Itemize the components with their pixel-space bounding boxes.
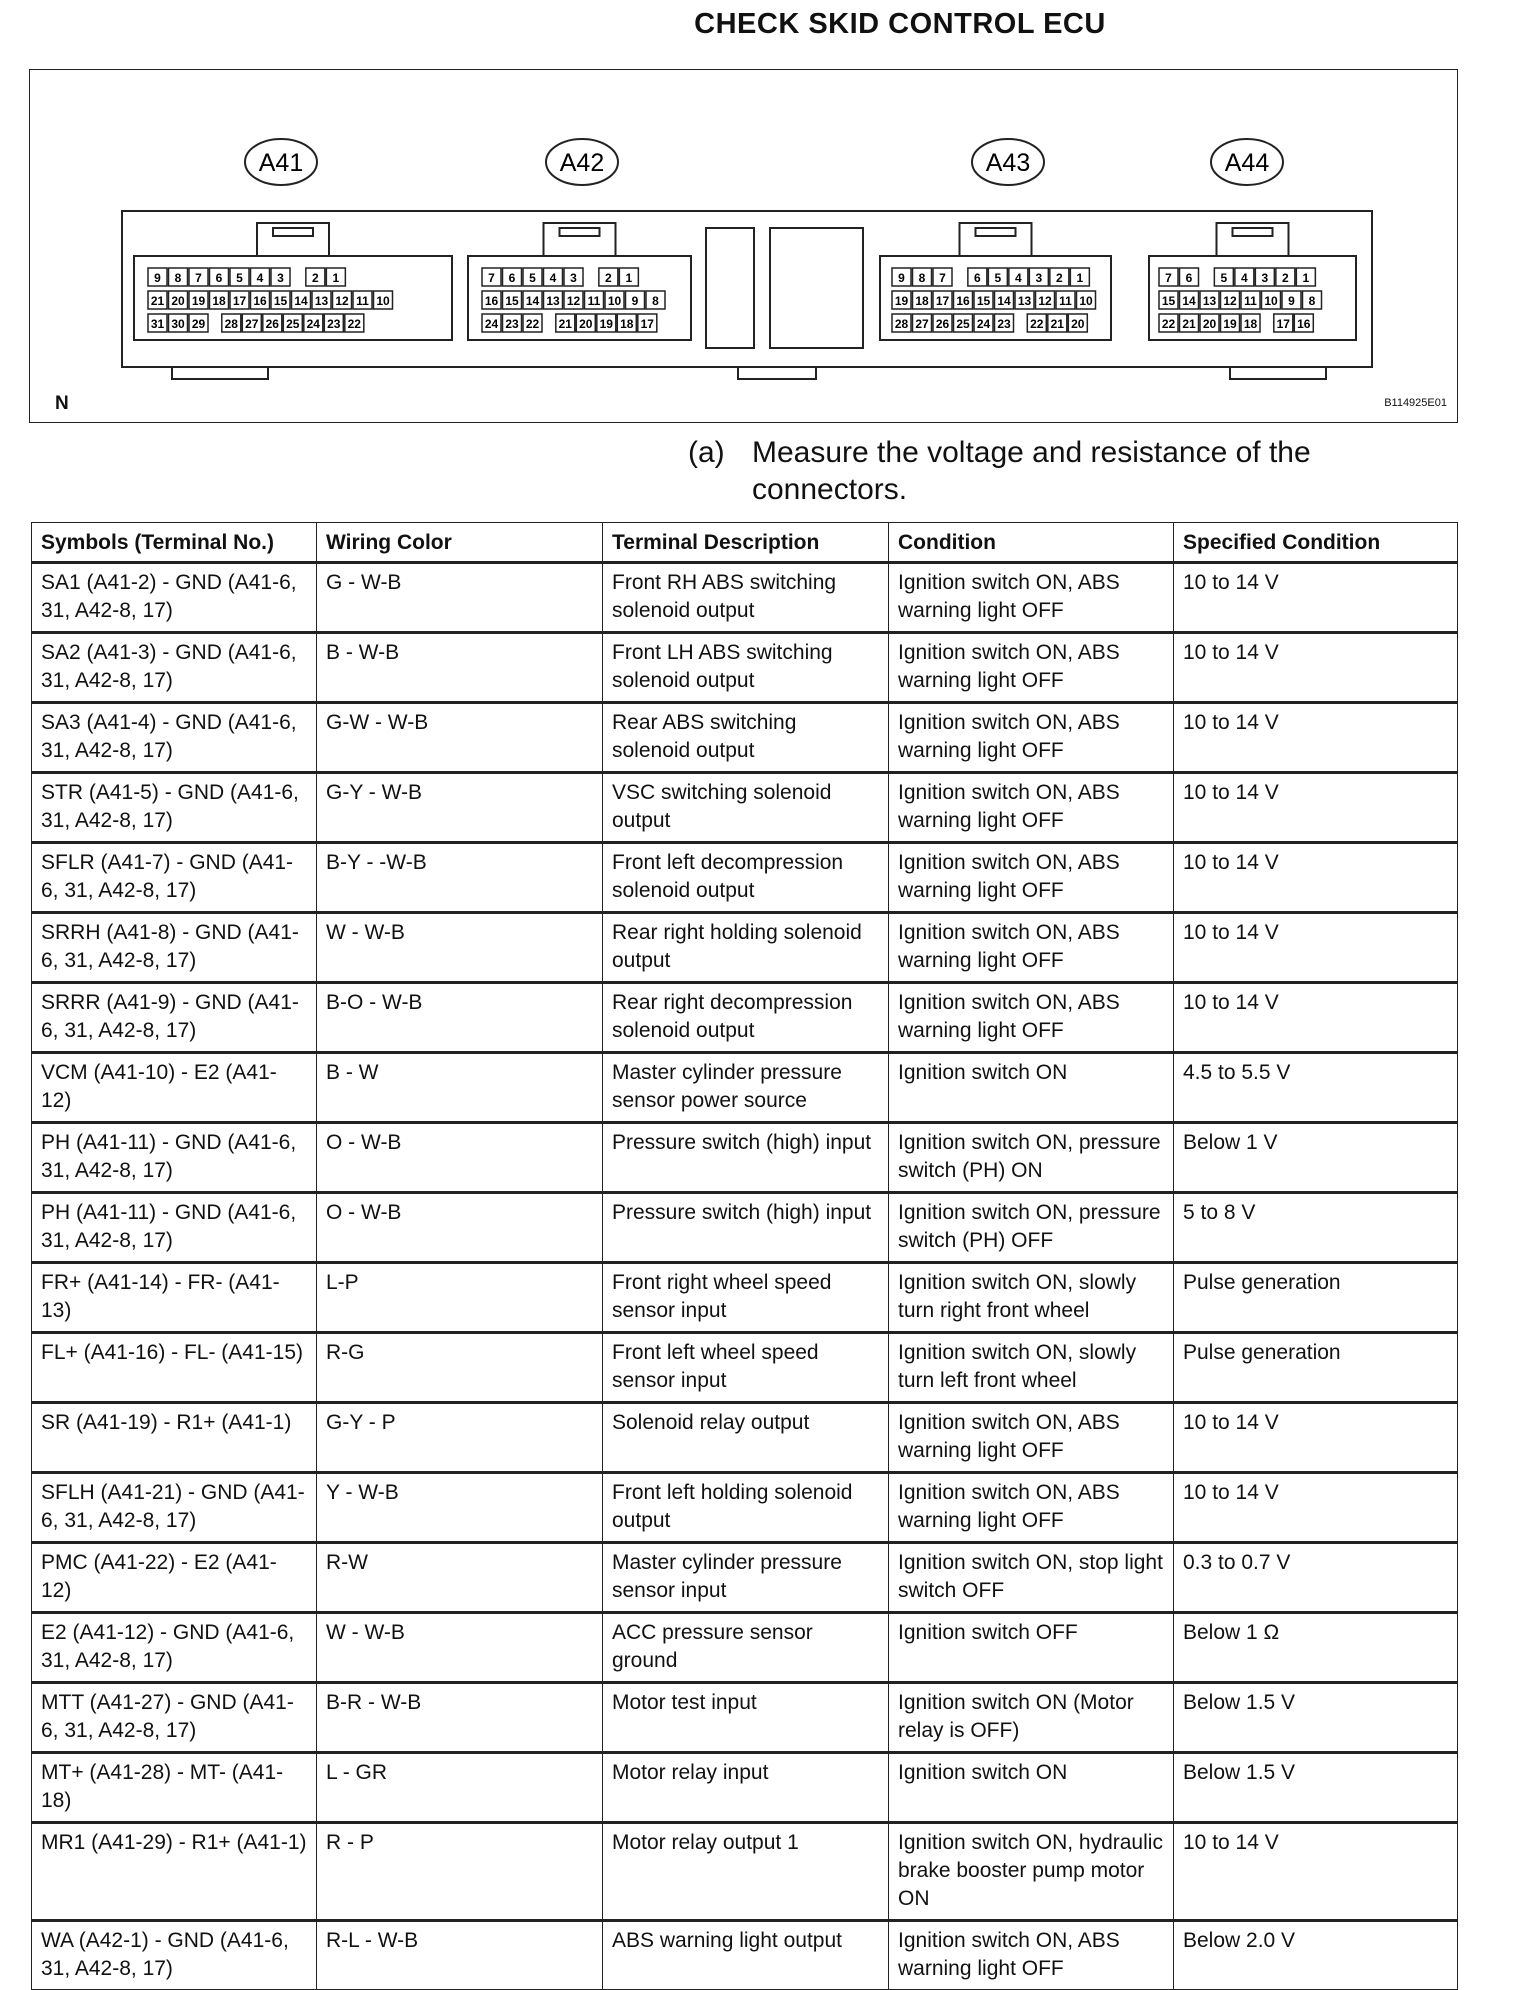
pin-number: 10 [607, 294, 622, 308]
cell-specified-condition: Below 2.0 V [1174, 1921, 1458, 1990]
pin-number: 6 [974, 271, 981, 285]
pin-number: 16 [956, 294, 970, 308]
cell-specified-condition: 10 to 14 V [1174, 563, 1458, 633]
pin-number: 3 [570, 271, 577, 285]
terminal-table [31, 522, 1458, 1990]
pin-number: 3 [277, 271, 284, 285]
pin-number: 2 [1056, 271, 1063, 285]
cell-wiring-color: O - W-B [317, 1193, 603, 1263]
table-row [32, 1543, 1458, 1613]
table-row [32, 633, 1458, 703]
cell-condition: Ignition switch ON, hydraulic brake booster pump motor ON [889, 1823, 1174, 1921]
pin-number: 18 [620, 317, 634, 331]
cell-terminal-description: Front left holding solenoid output [603, 1473, 889, 1543]
table-row [32, 1123, 1458, 1193]
connector-latch-slot [560, 228, 600, 236]
cell-wiring-color: B-Y - -W-B [317, 843, 603, 913]
cell-wiring-color: R-G [317, 1333, 603, 1403]
pin-number: 28 [894, 317, 909, 331]
connector-label: A43 [985, 149, 1031, 177]
pin-number: 3 [1261, 271, 1269, 285]
table-row [32, 1921, 1458, 1990]
cell-wiring-color: L-P [317, 1263, 603, 1333]
connector-latch-slot [1233, 228, 1273, 236]
cell-terminal-description: Pressure switch (high) input [603, 1193, 889, 1263]
cell-specified-condition: 10 to 14 V [1174, 773, 1458, 843]
cell-specified-condition: 10 to 14 V [1174, 983, 1458, 1053]
pin-number: 17 [935, 294, 950, 308]
cell-symbols: PH (A41-11) - GND (A41-6, 31, A42-8, 17) [32, 1123, 317, 1193]
housing-tab [1230, 367, 1326, 379]
pin-number: 4 [1241, 271, 1248, 285]
cell-specified-condition: 10 to 14 V [1174, 633, 1458, 703]
housing-tab [172, 367, 268, 379]
pin-number: 1 [332, 271, 340, 285]
pin-number: 13 [1017, 294, 1032, 308]
header-wiring-color: Wiring Color [317, 523, 603, 563]
pin-number: 2 [605, 271, 612, 285]
pin-number: 15 [273, 294, 288, 308]
cell-terminal-description: Front left wheel speed sensor input [603, 1333, 889, 1403]
cell-wiring-color: B-R - W-B [317, 1683, 603, 1753]
cell-symbols: SFLR (A41-7) - GND (A41-6, 31, A42-8, 17) [32, 843, 317, 913]
cell-condition: Ignition switch ON, slowly turn left front wheel [889, 1333, 1174, 1403]
cell-symbols: SA3 (A41-4) - GND (A41-6, 31, A42-8, 17) [32, 703, 317, 773]
pin-number: 21 [1050, 317, 1064, 331]
pin-number: 12 [1223, 294, 1237, 308]
table-row [32, 913, 1458, 983]
pin-number: 13 [546, 294, 560, 308]
cell-condition: Ignition switch ON, ABS warning light OFF [889, 633, 1174, 703]
pin-number: 19 [1223, 317, 1237, 331]
table-row [32, 1403, 1458, 1473]
cell-condition: Ignition switch ON, pressure switch (PH) ON [889, 1123, 1174, 1193]
pin-number: 14 [1182, 294, 1196, 308]
pin-number: 5 [994, 271, 1002, 285]
cell-wiring-color: W - W-B [317, 913, 603, 983]
pin-number: 7 [195, 271, 202, 285]
pin-number: 16 [253, 294, 267, 308]
cell-wiring-color: O - W-B [317, 1123, 603, 1193]
pin-number: 17 [640, 317, 654, 331]
cell-wiring-color: L - GR [317, 1753, 603, 1823]
cell-symbols: VCM (A41-10) - E2 (A41-12) [32, 1053, 317, 1123]
pin-number: 11 [356, 294, 369, 308]
cell-terminal-description: Master cylinder pressure sensor power source [603, 1053, 889, 1123]
cell-terminal-description: Rear right decompression solenoid output [603, 983, 889, 1053]
cell-condition: Ignition switch ON, ABS warning light OFF [889, 1473, 1174, 1543]
pin-number: 20 [1202, 317, 1217, 331]
cell-condition: Ignition switch OFF [889, 1613, 1174, 1683]
blank-block [770, 228, 863, 348]
cell-condition: Ignition switch ON, ABS warning light OFF [889, 1921, 1174, 1990]
cell-specified-condition: 10 to 14 V [1174, 703, 1458, 773]
cell-symbols: SA2 (A41-3) - GND (A41-6, 31, A42-8, 17) [32, 633, 317, 703]
cell-symbols: MR1 (A41-29) - R1+ (A41-1) [32, 1823, 317, 1921]
pin-number: 23 [327, 317, 341, 331]
header-specified-condition: Specified Condition [1174, 523, 1458, 563]
cell-symbols: SR (A41-19) - R1+ (A41-1) [32, 1403, 317, 1473]
pin-number: 6 [215, 271, 223, 285]
pin-number: 18 [1243, 317, 1258, 331]
pin-number: 2 [312, 271, 319, 285]
instruction-label: (a) [688, 436, 725, 469]
cell-terminal-description: Rear right holding solenoid output [603, 913, 889, 983]
cell-condition: Ignition switch ON, ABS warning light OFF [889, 983, 1174, 1053]
pin-number: 22 [525, 317, 540, 331]
pin-number: 17 [232, 294, 247, 308]
pin-number: 12 [566, 294, 581, 308]
pin-number: 1 [1076, 271, 1084, 285]
pin-number: 14 [525, 294, 540, 308]
cell-condition: Ignition switch ON, ABS warning light OFF [889, 773, 1174, 843]
pin-number: 18 [212, 294, 226, 308]
pin-number: 26 [935, 317, 950, 331]
pin-number: 19 [894, 294, 909, 308]
cell-condition: Ignition switch ON, pressure switch (PH) OFF [889, 1193, 1174, 1263]
pin-number: 22 [1161, 317, 1176, 331]
cell-terminal-description: Solenoid relay output [603, 1403, 889, 1473]
table-row [32, 773, 1458, 843]
pin-number: 23 [505, 317, 519, 331]
cell-specified-condition: 0.3 to 0.7 V [1174, 1543, 1458, 1613]
cell-symbols: FR+ (A41-14) - FR- (A41-13) [32, 1263, 317, 1333]
pin-number: 12 [1038, 294, 1052, 308]
cell-symbols: MTT (A41-27) - GND (A41-6, 31, A42-8, 17) [32, 1683, 317, 1753]
pin-number: 22 [1030, 317, 1044, 331]
cell-specified-condition: Pulse generation [1174, 1263, 1458, 1333]
cell-wiring-color: G - W-B [317, 563, 603, 633]
pin-number: 5 [529, 271, 536, 285]
pin-number: 4 [256, 271, 264, 285]
pin-number: 9 [1288, 294, 1295, 308]
pin-number: 20 [1071, 317, 1085, 331]
pin-number: 1 [625, 271, 633, 285]
view-label: N [55, 393, 69, 414]
cell-symbols: SFLH (A41-21) - GND (A41-6, 31, A42-8, 17) [32, 1473, 317, 1543]
cell-terminal-description: ACC pressure sensor ground [603, 1613, 889, 1683]
pin-number: 7 [1165, 271, 1172, 285]
pin-number: 27 [245, 317, 259, 331]
pin-number: 23 [997, 317, 1011, 331]
cell-specified-condition: 10 to 14 V [1174, 1403, 1458, 1473]
pin-number: 10 [1264, 294, 1278, 308]
table-row [32, 1263, 1458, 1333]
pin-number: 7 [488, 271, 495, 285]
pin-number: 9 [898, 271, 905, 285]
pin-number: 25 [286, 317, 300, 331]
pin-number: 25 [956, 317, 970, 331]
pin-number: 31 [150, 317, 165, 331]
cell-specified-condition: 10 to 14 V [1174, 913, 1458, 983]
pin-number: 17 [1276, 317, 1290, 331]
pin-number: 3 [1035, 271, 1043, 285]
cell-terminal-description: Front left decompression solenoid output [603, 843, 889, 913]
cell-terminal-description: Front right wheel speed sensor input [603, 1263, 889, 1333]
table-row [32, 563, 1458, 633]
pin-number: 2 [1282, 271, 1289, 285]
cell-wiring-color: B - W [317, 1053, 603, 1123]
pin-number: 20 [171, 294, 185, 308]
cell-terminal-description: Rear ABS switching solenoid output [603, 703, 889, 773]
cell-condition: Ignition switch ON, ABS warning light OFF [889, 563, 1174, 633]
pin-number: 21 [558, 317, 572, 331]
connector-figure [29, 69, 1458, 423]
pin-number: 5 [236, 271, 243, 285]
table-row [32, 1053, 1458, 1123]
pin-number: 24 [306, 317, 320, 331]
pin-number: 30 [171, 317, 185, 331]
cell-wiring-color: Y - W-B [317, 1473, 603, 1543]
cell-specified-condition: Below 1 Ω [1174, 1613, 1458, 1683]
cell-specified-condition: 10 to 14 V [1174, 1823, 1458, 1921]
pin-number: 4 [1015, 271, 1022, 285]
pin-number: 28 [224, 317, 238, 331]
pin-number: 6 [1185, 271, 1193, 285]
cell-symbols: SRRR (A41-9) - GND (A41-6, 31, A42-8, 17) [32, 983, 317, 1053]
cell-specified-condition: Below 1.5 V [1174, 1753, 1458, 1823]
pin-number: 1 [1302, 271, 1310, 285]
cell-wiring-color: R-W [317, 1543, 603, 1613]
pin-number: 16 [484, 294, 499, 308]
pin-number: 15 [1161, 294, 1176, 308]
connector-latch-slot [976, 228, 1016, 236]
connector-label: A41 [258, 149, 304, 177]
table-row [32, 843, 1458, 913]
cell-wiring-color: G-Y - W-B [317, 773, 603, 843]
pin-number: 6 [508, 271, 516, 285]
pin-number: 19 [599, 317, 613, 331]
pin-number: 8 [174, 271, 182, 285]
pin-number: 15 [505, 294, 519, 308]
cell-specified-condition: Pulse generation [1174, 1333, 1458, 1403]
pin-number: 24 [976, 317, 991, 331]
pin-number: 13 [1202, 294, 1217, 308]
cell-symbols: PH (A41-11) - GND (A41-6, 31, A42-8, 17) [32, 1193, 317, 1263]
cell-condition: Ignition switch ON, ABS warning light OFF [889, 913, 1174, 983]
table-row [32, 1473, 1458, 1543]
pin-number: 18 [915, 294, 929, 308]
table-row [32, 703, 1458, 773]
pin-number: 12 [335, 294, 349, 308]
cell-condition: Ignition switch ON (Motor relay is OFF) [889, 1683, 1174, 1753]
cell-symbols: SA1 (A41-2) - GND (A41-6, 31, A42-8, 17) [32, 563, 317, 633]
table-row [32, 1823, 1458, 1921]
cell-specified-condition: 5 to 8 V [1174, 1193, 1458, 1263]
pin-number: 15 [976, 294, 991, 308]
pin-number: 5 [1220, 271, 1228, 285]
cell-symbols: PMC (A41-22) - E2 (A41-12) [32, 1543, 317, 1613]
connector-label: A42 [559, 149, 605, 177]
header-symbols: Symbols (Terminal No.) [32, 523, 317, 563]
cell-wiring-color: R - P [317, 1823, 603, 1921]
pin-number: 16 [1297, 317, 1311, 331]
page-title: CHECK SKID CONTROL ECU [694, 8, 1106, 40]
pin-number: 9 [154, 271, 161, 285]
pin-number: 8 [918, 271, 926, 285]
table-row [32, 983, 1458, 1053]
pin-number: 14 [997, 294, 1011, 308]
cell-condition: Ignition switch ON, stop light switch OFF [889, 1543, 1174, 1613]
pin-number: 8 [652, 294, 659, 308]
cell-condition: Ignition switch ON, slowly turn right front wheel [889, 1263, 1174, 1333]
pin-number: 27 [915, 317, 929, 331]
cell-condition: Ignition switch ON, ABS warning light OFF [889, 1403, 1174, 1473]
cell-symbols: SRRH (A41-8) - GND (A41-6, 31, A42-8, 17) [32, 913, 317, 983]
pin-number: 22 [347, 317, 361, 331]
cell-wiring-color: B-O - W-B [317, 983, 603, 1053]
cell-terminal-description: Master cylinder pressure sensor input [603, 1543, 889, 1613]
pin-number: 21 [1182, 317, 1196, 331]
cell-condition: Ignition switch ON, ABS warning light OFF [889, 843, 1174, 913]
pin-number: 10 [376, 294, 390, 308]
cell-specified-condition: Below 1 V [1174, 1123, 1458, 1193]
ecu-housing [122, 211, 1372, 367]
cell-symbols: MT+ (A41-28) - MT- (A41-18) [32, 1753, 317, 1823]
cell-terminal-description: ABS warning light output [603, 1921, 889, 1990]
connector-latch-slot [273, 228, 313, 236]
pin-number: 19 [191, 294, 206, 308]
cell-wiring-color: G-Y - P [317, 1403, 603, 1473]
cell-condition: Ignition switch ON, ABS warning light OFF [889, 703, 1174, 773]
connector-diagram [30, 70, 1459, 424]
cell-terminal-description: Front LH ABS switching solenoid output [603, 633, 889, 703]
pin-number: 11 [1244, 294, 1257, 308]
cell-terminal-description: Front RH ABS switching solenoid output [603, 563, 889, 633]
cell-symbols: STR (A41-5) - GND (A41-6, 31, A42-8, 17) [32, 773, 317, 843]
pin-number: 11 [1059, 294, 1072, 308]
cell-specified-condition: 10 to 14 V [1174, 1473, 1458, 1543]
cell-specified-condition: 10 to 14 V [1174, 843, 1458, 913]
pin-number: 14 [294, 294, 308, 308]
image-code: B114925E01 [1384, 397, 1447, 409]
pin-number: 11 [587, 294, 601, 308]
cell-symbols: E2 (A41-12) - GND (A41-6, 31, A42-8, 17) [32, 1613, 317, 1683]
cell-symbols: FL+ (A41-16) - FL- (A41-15) [32, 1333, 317, 1403]
pin-number: 13 [314, 294, 329, 308]
cell-specified-condition: 4.5 to 5.5 V [1174, 1053, 1458, 1123]
pin-number: 20 [579, 317, 593, 331]
pin-number: 4 [549, 271, 557, 285]
cell-symbols: WA (A42-1) - GND (A41-6, 31, A42-8, 17) [32, 1921, 317, 1990]
pin-number: 8 [1308, 294, 1316, 308]
pin-number: 29 [191, 317, 206, 331]
header-terminal-description: Terminal Description [603, 523, 889, 563]
cell-condition: Ignition switch ON [889, 1753, 1174, 1823]
connector-label: A44 [1224, 149, 1270, 177]
cell-wiring-color: B - W-B [317, 633, 603, 703]
pin-number: 24 [484, 317, 499, 331]
cell-condition: Ignition switch ON [889, 1053, 1174, 1123]
pin-number: 26 [265, 317, 279, 331]
pin-number: 10 [1079, 294, 1093, 308]
header-condition: Condition [889, 523, 1174, 563]
cell-wiring-color: G-W - W-B [317, 703, 603, 773]
cell-terminal-description: Motor relay output 1 [603, 1823, 889, 1921]
housing-tab [738, 367, 816, 379]
cell-wiring-color: R-L - W-B [317, 1921, 603, 1990]
instruction-text: Measure the voltage and resistance of the connectors. [752, 436, 1311, 506]
blank-block [706, 228, 754, 348]
table-row [32, 1613, 1458, 1683]
cell-terminal-description: Motor test input [603, 1683, 889, 1753]
cell-terminal-description: VSC switching solenoid output [603, 773, 889, 843]
table-row [32, 1193, 1458, 1263]
cell-wiring-color: W - W-B [317, 1613, 603, 1683]
table-row [32, 1683, 1458, 1753]
table-header-row [32, 523, 1458, 563]
cell-specified-condition: Below 1.5 V [1174, 1683, 1458, 1753]
table-row [32, 1333, 1458, 1403]
cell-terminal-description: Pressure switch (high) input [603, 1123, 889, 1193]
pin-number: 7 [939, 271, 946, 285]
cell-terminal-description: Motor relay input [603, 1753, 889, 1823]
pin-number: 9 [631, 294, 639, 308]
pin-number: 21 [150, 294, 165, 308]
table-row [32, 1753, 1458, 1823]
